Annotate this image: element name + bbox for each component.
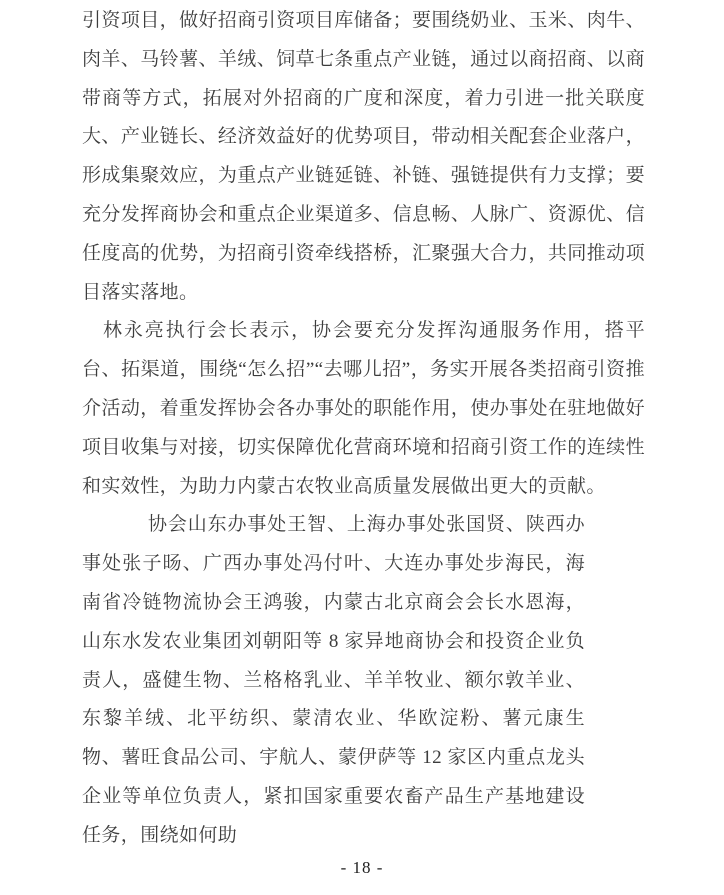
page-number: - 18 -	[340, 858, 384, 877]
text-block	[82, 2, 645, 856]
page-footer	[0, 856, 724, 880]
paragraph-1: 引资项目，做好招商引资项目库储备；要围绕奶业、玉米、肉牛、肉羊、马铃薯、羊绒、饲草七条重点产业链，通过以商招商、以商带商等方式，拓展对外招商的广度和深度，着力引进一批关联度大、产业链长、经济效益好的优势项目，带动相关配套企业落户，形成集聚效应，为重点产业链延链、补链、强链提供有力支撑；要充分发挥商协会和重点企业渠道多、信息畅、人脉广、资源优、信任度高的优势，为招商引资牵线搭桥，汇聚强大合力，共同推动项目落实落地。	[82, 10, 645, 303]
paragraph-2: 林永亮执行会长表示，协会要充分发挥沟通服务作用，搭平台、拓渠道，围绕“怎么招”“去哪儿招”，务实开展各类招商引资推介活动，着重发挥协会各办事处的职能作用，使办事处在驻地做好项目收集与对接，切实保障优化营商环境和招商引资工作的连续性和实效性，为助力内蒙古农牧业高质量发展做出更大的贡献。	[82, 320, 645, 497]
paragraph-3: 协会山东办事处王智、上海办事处张国贤、陕西办事处张子旸、广西办事处冯付叶、大连办事处步海民，海南省冷链物流协会王鸿骏，内蒙古北京商会会长水恩海，山东水发农业集团刘朝阳等 8 家异地商协会和投资企业负责人，盛健生物、兰格格乳业、羊羊牧业、额尔敦羊业、东黎羊绒、北平纺织、蒙清农业、华欧淀粉、薯元康生物、薯旺食品公司、宇航人、蒙伊萨等 12 家区内重点龙头企业等单位负责人，紧扣国家重要农畜产品生产基地建设任务，围绕如何助	[82, 514, 585, 846]
